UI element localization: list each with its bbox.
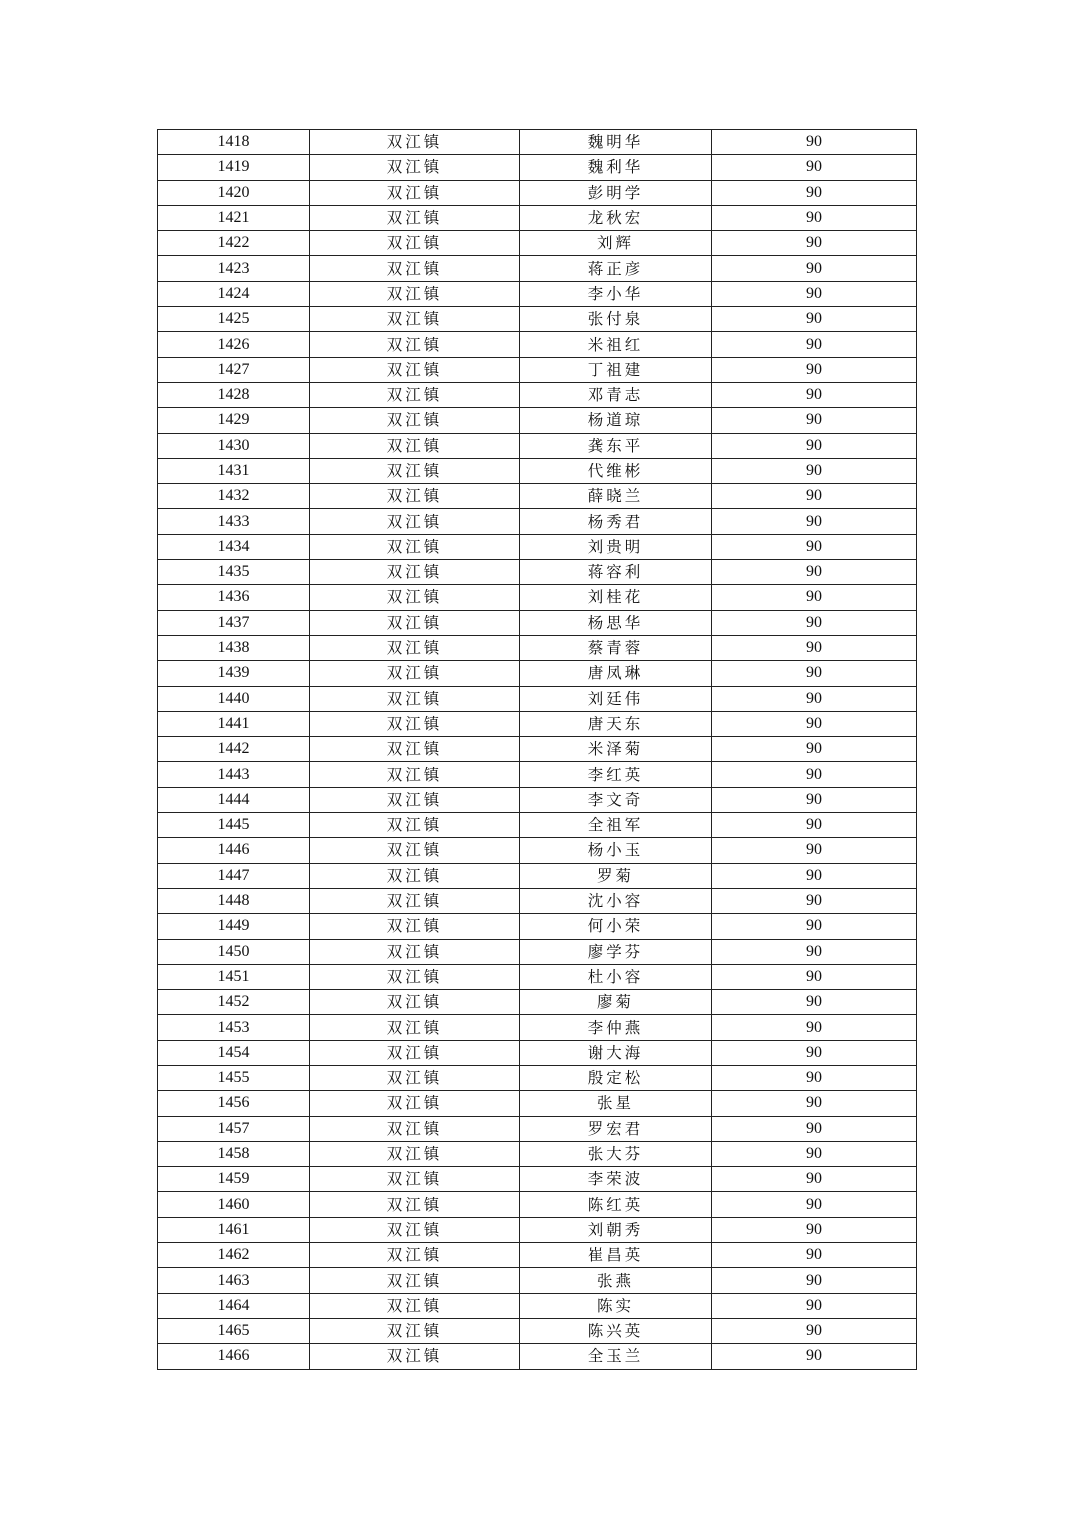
name-cell: 唐凤琳 bbox=[520, 661, 712, 686]
table-row bbox=[158, 433, 917, 458]
score-cell: 90 bbox=[712, 813, 917, 838]
row-number-cell: 1418 bbox=[158, 130, 310, 155]
table-row bbox=[158, 1293, 917, 1318]
table-row bbox=[158, 180, 917, 205]
score-cell: 90 bbox=[712, 256, 917, 281]
town-cell: 双江镇 bbox=[310, 1116, 520, 1141]
score-cell: 90 bbox=[712, 1141, 917, 1166]
row-number-cell: 1429 bbox=[158, 408, 310, 433]
score-cell: 90 bbox=[712, 762, 917, 787]
town-cell: 双江镇 bbox=[310, 661, 520, 686]
row-number-cell: 1430 bbox=[158, 433, 310, 458]
table-row bbox=[158, 509, 917, 534]
score-cell: 90 bbox=[712, 990, 917, 1015]
name-cell: 魏明华 bbox=[520, 130, 712, 155]
row-number-cell: 1445 bbox=[158, 813, 310, 838]
score-cell: 90 bbox=[712, 155, 917, 180]
row-number-cell: 1443 bbox=[158, 762, 310, 787]
name-cell: 魏利华 bbox=[520, 155, 712, 180]
table-row bbox=[158, 484, 917, 509]
row-number-cell: 1422 bbox=[158, 231, 310, 256]
score-cell: 90 bbox=[712, 838, 917, 863]
table-row bbox=[158, 939, 917, 964]
roster-table-body bbox=[158, 130, 917, 1370]
row-number-cell: 1437 bbox=[158, 610, 310, 635]
row-number-cell: 1461 bbox=[158, 1217, 310, 1242]
score-cell: 90 bbox=[712, 382, 917, 407]
town-cell: 双江镇 bbox=[310, 838, 520, 863]
table-row bbox=[158, 1065, 917, 1090]
name-cell: 刘辉 bbox=[520, 231, 712, 256]
table-row bbox=[158, 787, 917, 812]
town-cell: 双江镇 bbox=[310, 1015, 520, 1040]
name-cell: 陈兴英 bbox=[520, 1318, 712, 1343]
table-row bbox=[158, 813, 917, 838]
row-number-cell: 1458 bbox=[158, 1141, 310, 1166]
name-cell: 刘贵明 bbox=[520, 534, 712, 559]
name-cell: 刘朝秀 bbox=[520, 1217, 712, 1242]
table-row bbox=[158, 1015, 917, 1040]
town-cell: 双江镇 bbox=[310, 1293, 520, 1318]
score-cell: 90 bbox=[712, 610, 917, 635]
town-cell: 双江镇 bbox=[310, 762, 520, 787]
town-cell: 双江镇 bbox=[310, 357, 520, 382]
town-cell: 双江镇 bbox=[310, 888, 520, 913]
row-number-cell: 1459 bbox=[158, 1167, 310, 1192]
table-row bbox=[158, 1167, 917, 1192]
row-number-cell: 1449 bbox=[158, 914, 310, 939]
name-cell: 龚东平 bbox=[520, 433, 712, 458]
table-row bbox=[158, 762, 917, 787]
town-cell: 双江镇 bbox=[310, 711, 520, 736]
town-cell: 双江镇 bbox=[310, 1065, 520, 1090]
town-cell: 双江镇 bbox=[310, 256, 520, 281]
town-cell: 双江镇 bbox=[310, 458, 520, 483]
name-cell: 丁祖建 bbox=[520, 357, 712, 382]
town-cell: 双江镇 bbox=[310, 180, 520, 205]
town-cell: 双江镇 bbox=[310, 585, 520, 610]
name-cell: 李荣波 bbox=[520, 1167, 712, 1192]
score-cell: 90 bbox=[712, 635, 917, 660]
town-cell: 双江镇 bbox=[310, 990, 520, 1015]
score-cell: 90 bbox=[712, 408, 917, 433]
name-cell: 沈小容 bbox=[520, 888, 712, 913]
table-row bbox=[158, 610, 917, 635]
table-row bbox=[158, 990, 917, 1015]
table-row bbox=[158, 1318, 917, 1343]
table-row bbox=[158, 1192, 917, 1217]
table-row bbox=[158, 205, 917, 230]
name-cell: 蔡青蓉 bbox=[520, 635, 712, 660]
name-cell: 廖菊 bbox=[520, 990, 712, 1015]
name-cell: 蒋容利 bbox=[520, 560, 712, 585]
name-cell: 张大芬 bbox=[520, 1141, 712, 1166]
name-cell: 蒋正彦 bbox=[520, 256, 712, 281]
row-number-cell: 1446 bbox=[158, 838, 310, 863]
score-cell: 90 bbox=[712, 534, 917, 559]
table-row bbox=[158, 534, 917, 559]
name-cell: 崔昌英 bbox=[520, 1243, 712, 1268]
table-row bbox=[158, 130, 917, 155]
row-number-cell: 1454 bbox=[158, 1040, 310, 1065]
town-cell: 双江镇 bbox=[310, 307, 520, 332]
name-cell: 邓青志 bbox=[520, 382, 712, 407]
score-cell: 90 bbox=[712, 914, 917, 939]
score-cell: 90 bbox=[712, 205, 917, 230]
row-number-cell: 1464 bbox=[158, 1293, 310, 1318]
table-row bbox=[158, 737, 917, 762]
score-cell: 90 bbox=[712, 281, 917, 306]
score-cell: 90 bbox=[712, 484, 917, 509]
score-cell: 90 bbox=[712, 964, 917, 989]
row-number-cell: 1441 bbox=[158, 711, 310, 736]
score-cell: 90 bbox=[712, 711, 917, 736]
town-cell: 双江镇 bbox=[310, 914, 520, 939]
name-cell: 杨道琼 bbox=[520, 408, 712, 433]
row-number-cell: 1426 bbox=[158, 332, 310, 357]
row-number-cell: 1439 bbox=[158, 661, 310, 686]
name-cell: 罗宏君 bbox=[520, 1116, 712, 1141]
table-row bbox=[158, 408, 917, 433]
table-row bbox=[158, 357, 917, 382]
score-cell: 90 bbox=[712, 1167, 917, 1192]
score-cell: 90 bbox=[712, 661, 917, 686]
row-number-cell: 1462 bbox=[158, 1243, 310, 1268]
table-row bbox=[158, 1091, 917, 1116]
table-row bbox=[158, 711, 917, 736]
name-cell: 米泽菊 bbox=[520, 737, 712, 762]
row-number-cell: 1463 bbox=[158, 1268, 310, 1293]
row-number-cell: 1421 bbox=[158, 205, 310, 230]
table-row bbox=[158, 1268, 917, 1293]
score-cell: 90 bbox=[712, 458, 917, 483]
score-cell: 90 bbox=[712, 787, 917, 812]
name-cell: 罗菊 bbox=[520, 863, 712, 888]
score-cell: 90 bbox=[712, 1040, 917, 1065]
score-cell: 90 bbox=[712, 686, 917, 711]
name-cell: 米祖红 bbox=[520, 332, 712, 357]
town-cell: 双江镇 bbox=[310, 863, 520, 888]
row-number-cell: 1450 bbox=[158, 939, 310, 964]
row-number-cell: 1451 bbox=[158, 964, 310, 989]
town-cell: 双江镇 bbox=[310, 155, 520, 180]
town-cell: 双江镇 bbox=[310, 813, 520, 838]
town-cell: 双江镇 bbox=[310, 382, 520, 407]
table-row bbox=[158, 661, 917, 686]
score-cell: 90 bbox=[712, 332, 917, 357]
name-cell: 张付泉 bbox=[520, 307, 712, 332]
row-number-cell: 1452 bbox=[158, 990, 310, 1015]
town-cell: 双江镇 bbox=[310, 231, 520, 256]
town-cell: 双江镇 bbox=[310, 408, 520, 433]
score-cell: 90 bbox=[712, 1192, 917, 1217]
score-cell: 90 bbox=[712, 1293, 917, 1318]
town-cell: 双江镇 bbox=[310, 1318, 520, 1343]
row-number-cell: 1419 bbox=[158, 155, 310, 180]
name-cell: 刘廷伟 bbox=[520, 686, 712, 711]
score-cell: 90 bbox=[712, 1116, 917, 1141]
row-number-cell: 1442 bbox=[158, 737, 310, 762]
table-row bbox=[158, 1141, 917, 1166]
town-cell: 双江镇 bbox=[310, 205, 520, 230]
table-row bbox=[158, 560, 917, 585]
name-cell: 全祖军 bbox=[520, 813, 712, 838]
row-number-cell: 1432 bbox=[158, 484, 310, 509]
score-cell: 90 bbox=[712, 1091, 917, 1116]
town-cell: 双江镇 bbox=[310, 534, 520, 559]
town-cell: 双江镇 bbox=[310, 130, 520, 155]
table-row bbox=[158, 863, 917, 888]
row-number-cell: 1460 bbox=[158, 1192, 310, 1217]
score-cell: 90 bbox=[712, 888, 917, 913]
score-cell: 90 bbox=[712, 1065, 917, 1090]
row-number-cell: 1428 bbox=[158, 382, 310, 407]
row-number-cell: 1448 bbox=[158, 888, 310, 913]
score-cell: 90 bbox=[712, 1015, 917, 1040]
score-cell: 90 bbox=[712, 1268, 917, 1293]
table-row bbox=[158, 686, 917, 711]
name-cell: 殷定松 bbox=[520, 1065, 712, 1090]
name-cell: 杜小容 bbox=[520, 964, 712, 989]
name-cell: 陈实 bbox=[520, 1293, 712, 1318]
score-cell: 90 bbox=[712, 433, 917, 458]
row-number-cell: 1436 bbox=[158, 585, 310, 610]
row-number-cell: 1427 bbox=[158, 357, 310, 382]
table-row bbox=[158, 281, 917, 306]
table-row bbox=[158, 888, 917, 913]
score-cell: 90 bbox=[712, 180, 917, 205]
score-cell: 90 bbox=[712, 307, 917, 332]
table-row bbox=[158, 458, 917, 483]
table-row bbox=[158, 1040, 917, 1065]
score-cell: 90 bbox=[712, 585, 917, 610]
table-row bbox=[158, 256, 917, 281]
table-row bbox=[158, 231, 917, 256]
town-cell: 双江镇 bbox=[310, 281, 520, 306]
town-cell: 双江镇 bbox=[310, 939, 520, 964]
row-number-cell: 1420 bbox=[158, 180, 310, 205]
name-cell: 刘桂花 bbox=[520, 585, 712, 610]
score-cell: 90 bbox=[712, 357, 917, 382]
row-number-cell: 1424 bbox=[158, 281, 310, 306]
town-cell: 双江镇 bbox=[310, 1243, 520, 1268]
score-cell: 90 bbox=[712, 863, 917, 888]
town-cell: 双江镇 bbox=[310, 509, 520, 534]
row-number-cell: 1434 bbox=[158, 534, 310, 559]
table-row bbox=[158, 585, 917, 610]
table-row bbox=[158, 964, 917, 989]
town-cell: 双江镇 bbox=[310, 1344, 520, 1369]
row-number-cell: 1447 bbox=[158, 863, 310, 888]
table-row bbox=[158, 155, 917, 180]
score-cell: 90 bbox=[712, 1217, 917, 1242]
name-cell: 龙秋宏 bbox=[520, 205, 712, 230]
table-row bbox=[158, 1116, 917, 1141]
town-cell: 双江镇 bbox=[310, 433, 520, 458]
name-cell: 薛晓兰 bbox=[520, 484, 712, 509]
name-cell: 何小荣 bbox=[520, 914, 712, 939]
table-row bbox=[158, 1243, 917, 1268]
table-row bbox=[158, 635, 917, 660]
town-cell: 双江镇 bbox=[310, 1268, 520, 1293]
town-cell: 双江镇 bbox=[310, 1091, 520, 1116]
table-row bbox=[158, 1217, 917, 1242]
score-cell: 90 bbox=[712, 1344, 917, 1369]
name-cell: 杨小玉 bbox=[520, 838, 712, 863]
score-cell: 90 bbox=[712, 1243, 917, 1268]
name-cell: 李仲燕 bbox=[520, 1015, 712, 1040]
row-number-cell: 1438 bbox=[158, 635, 310, 660]
name-cell: 代维彬 bbox=[520, 458, 712, 483]
table-row bbox=[158, 838, 917, 863]
name-cell: 杨秀君 bbox=[520, 509, 712, 534]
table-row bbox=[158, 307, 917, 332]
row-number-cell: 1466 bbox=[158, 1344, 310, 1369]
name-cell: 全玉兰 bbox=[520, 1344, 712, 1369]
name-cell: 张星 bbox=[520, 1091, 712, 1116]
name-cell: 杨思华 bbox=[520, 610, 712, 635]
row-number-cell: 1425 bbox=[158, 307, 310, 332]
row-number-cell: 1455 bbox=[158, 1065, 310, 1090]
name-cell: 彭明学 bbox=[520, 180, 712, 205]
name-cell: 李文奇 bbox=[520, 787, 712, 812]
town-cell: 双江镇 bbox=[310, 635, 520, 660]
table-row bbox=[158, 332, 917, 357]
table-row bbox=[158, 1344, 917, 1369]
town-cell: 双江镇 bbox=[310, 484, 520, 509]
score-cell: 90 bbox=[712, 1318, 917, 1343]
town-cell: 双江镇 bbox=[310, 560, 520, 585]
score-cell: 90 bbox=[712, 509, 917, 534]
name-cell: 李红英 bbox=[520, 762, 712, 787]
town-cell: 双江镇 bbox=[310, 610, 520, 635]
row-number-cell: 1433 bbox=[158, 509, 310, 534]
town-cell: 双江镇 bbox=[310, 332, 520, 357]
town-cell: 双江镇 bbox=[310, 737, 520, 762]
row-number-cell: 1465 bbox=[158, 1318, 310, 1343]
name-cell: 张燕 bbox=[520, 1268, 712, 1293]
score-cell: 90 bbox=[712, 130, 917, 155]
town-cell: 双江镇 bbox=[310, 787, 520, 812]
name-cell: 陈红英 bbox=[520, 1192, 712, 1217]
score-cell: 90 bbox=[712, 939, 917, 964]
table-row bbox=[158, 382, 917, 407]
town-cell: 双江镇 bbox=[310, 1141, 520, 1166]
row-number-cell: 1444 bbox=[158, 787, 310, 812]
table-row bbox=[158, 914, 917, 939]
score-cell: 90 bbox=[712, 737, 917, 762]
name-cell: 李小华 bbox=[520, 281, 712, 306]
row-number-cell: 1423 bbox=[158, 256, 310, 281]
town-cell: 双江镇 bbox=[310, 1040, 520, 1065]
row-number-cell: 1440 bbox=[158, 686, 310, 711]
score-cell: 90 bbox=[712, 560, 917, 585]
town-cell: 双江镇 bbox=[310, 1192, 520, 1217]
town-cell: 双江镇 bbox=[310, 1167, 520, 1192]
row-number-cell: 1431 bbox=[158, 458, 310, 483]
name-cell: 唐天东 bbox=[520, 711, 712, 736]
row-number-cell: 1456 bbox=[158, 1091, 310, 1116]
town-cell: 双江镇 bbox=[310, 686, 520, 711]
row-number-cell: 1435 bbox=[158, 560, 310, 585]
row-number-cell: 1457 bbox=[158, 1116, 310, 1141]
score-cell: 90 bbox=[712, 231, 917, 256]
name-cell: 廖学芬 bbox=[520, 939, 712, 964]
town-cell: 双江镇 bbox=[310, 1217, 520, 1242]
roster-table bbox=[157, 129, 917, 1370]
name-cell: 谢大海 bbox=[520, 1040, 712, 1065]
town-cell: 双江镇 bbox=[310, 964, 520, 989]
row-number-cell: 1453 bbox=[158, 1015, 310, 1040]
